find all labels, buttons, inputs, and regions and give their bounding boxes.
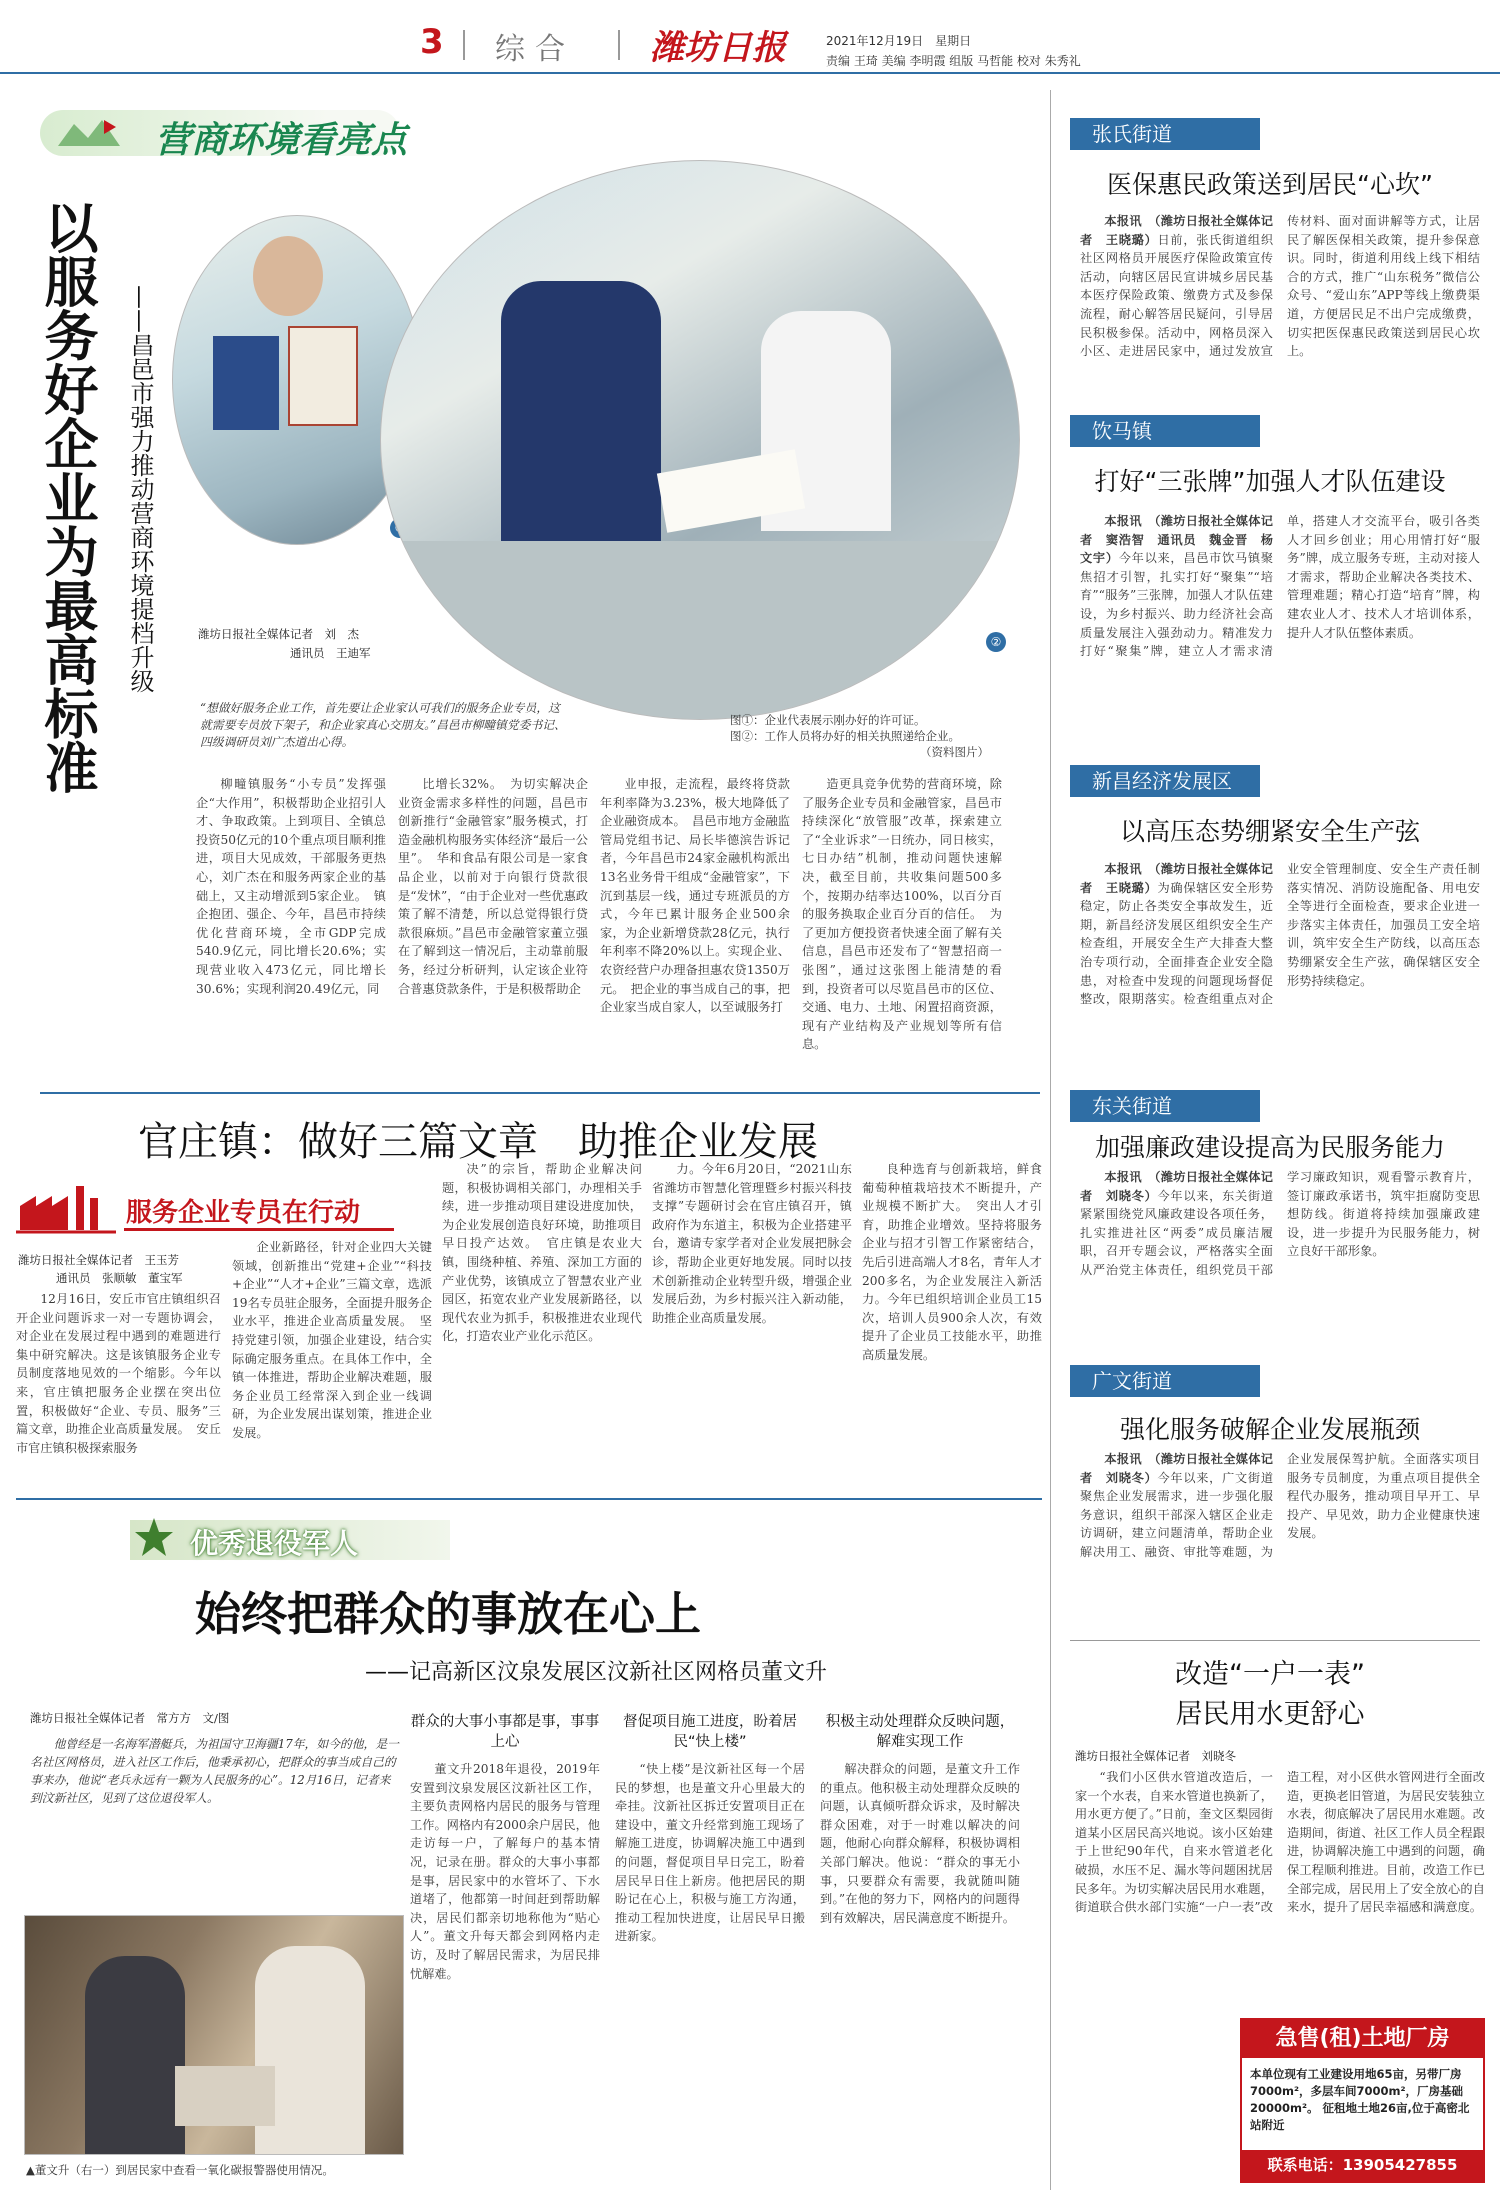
photo-badge-2: ② [986, 632, 1006, 652]
guanzhuang-col-3: 决”的宗旨，帮助企业解决问题，积极协调相关部门，办理相关手续，进一步推动项目建设进度加快，为企业发展创造良好环境，助推项目早日投产达效。 官庄镇是农业大镇，围绕种植、养殖、深加工方面的产业优势，该镇成立了智慧农业产业园区，拓宽农业产业发展新路径，以现代农业为抓手，积极推进农业现代化，打造农业产业化示范区。 [442, 1162, 642, 1344]
headline-yinma: 打好“三张牌”加强人才队伍建设 [1094, 467, 1446, 496]
veteran-col-2: “快上楼”是汶新社区每一个居民的梦想，也是董文升心里最大的牵挂。汶新社区拆迁安置项目正在建设中，董文升经常到施工现场了解施工进度，协调解决施工中遇到的问题，督促项目早日完工，盼着居民早日住上新房。他把居民的期盼记在心上，积极与施工方沟通，推动工程加快进度，让居民早日搬进新家。 [615, 1762, 805, 1944]
water-byline: 潍坊日报社全媒体记者 刘晓冬 [1075, 1749, 1236, 1763]
lead-col-3: 业申报，走流程，最终将贷款年利率降为3.23%，极大地降低了企业融资成本。 昌邑市地方金融监管局党组书记、局长毕德滨告诉记者，今年昌邑市24家金融机构派出13名业务骨干组成“金融管家”，下沉到基层一线，通过专班派员的方式，今年已累计服务企业500余家，为企业新增贷款28亿元，执行年利率不降20%以上。实现企业、农资经营户办理备担惠农贷1350万元。 把企业的事当成自己的事，把企业家当成自家人，以至诚服务打 [600, 777, 790, 1015]
ad-box [1240, 2018, 1485, 2183]
text-zhangshi: 本报讯 （潍坊日报社全媒体记者 王晓璐）日前，张氏街道组织社区网格员开展医疗保险政策宣传活动，向辖区居民宣讲城乡居民基本医疗保险政策、缴费方式及参保流程，耐心解答居民疑问，引导居民积极参保。活动中，网格员深入小区、走进居民家中，通过发放宣传材料、面对面讲解等方式，让居民了解医保相关政策，提升参保意识。同时，街道利用线上线下相结合的方式，推广“山东税务”微信公众号、“爱山东”APP等线上缴费渠道，方便居民足不出户完成缴费，切实把医保惠民政策送到居民心坎上。 [1080, 214, 1480, 359]
lead-caption-2: 图②：工作人员将办好的相关执照递给企业。 [730, 729, 960, 743]
veteran-col-head-3: 积极主动处理群众反映问题，解难实现工作 [825, 1714, 1015, 1750]
veteran-byline: 潍坊日报社全媒体记者 常方方 文/图 [30, 1711, 230, 1725]
veteran-col-3: 解决群众的问题，是董文升工作的重点。他积极主动处理群众反映的问题，认真倾听群众诉求，及时解决群众困难，对于一时难以解决的问题，他耐心向群众解释，积极协调相关部门解决。他说：“群众的事无小事，只要群众有需要，我就随叫随到。”在他的努力下，网格内的问题得到有效解决，居民满意度不断提升。 [820, 1762, 1020, 1925]
photo-1 [172, 215, 422, 545]
veteran-intro: 他曾经是一名海军潜艇兵，为祖国守卫海疆17年，如今的他，是一名社区网格员，进入社区工作后，他秉承初心，把群众的事当成自己的事来办，他说“老兵永远有一颗为人民服务的心”。12月16日，记者来到汶新社区，见到了这位退役军人。 [30, 1737, 399, 1805]
lead-col-4: 造更具竞争优势的营商环境，除了服务企业专员和金融管家，昌邑市持续深化“放管服”改革，探索建立了“全业诉求”一日统办，同日核实，七日办结”机制，推动问题快速解决，截至目前，共收集问题500多个，按期办结率达100%，以百分百的服务换取企业百分百的信任。 为了更加方便投资者快速全面了解有关信息，昌邑市还发布了“智慧招商一张图”，通过这张图上能清楚的看到，投资者可以尽览昌邑市的区位、交通、电力、土地、闲置招商资源，现有产业结构及产业规划等所有信息。 [802, 777, 1002, 1052]
lead-col-2: 比增长32%。 为切实解决企业资金需求多样性的问题，昌邑市创新推行“金融管家”服务模式，打造金融机构服务实体经济“最后一公里”。 华和食品有限公司是一家食品企业，以前对于向银行贷款很是“发怵”，“由于企业对一些优惠政策了解不清楚，所以总觉得银行贷款很麻烦。”昌邑市金融管家董立强在了解到这一情况后，主动靠前服务，经过分析研判，认定该企业符合普惠贷款条件，于是积极帮助企 [398, 777, 588, 996]
guanzhuang-byline-1: 潍坊日报社全媒体记者 王玉芳 [18, 1253, 179, 1267]
banner-business-environment [40, 104, 420, 164]
text-xinchang: 本报讯 （潍坊日报社全媒体记者 王晓璐）为确保辖区安全形势稳定，防止各类安全事故发生，近期，新昌经济发展区组织安全生产检查组，开展安全生产大排查大整治专项行动，全面排查企业安全隐患，对检查中发现的问题现场督促整改，限期落实。检查组重点对企业安全管理制度、安全生产责任制落实情况、消防设施配备、用电安全等进行全面检查，要求企业进一步落实主体责任，加强员工安全培训，筑牢安全生产防线，以高压态势绷紧安全生产弦，确保辖区安全形势持续稳定。 [1080, 862, 1480, 1007]
tag-guangwen: 广文街道 [1070, 1365, 1260, 1397]
veteran-photo [24, 1915, 404, 2155]
lead-subheadline: ——昌邑市强力推动营商环境提档升级 [126, 285, 154, 693]
lead-headline: 以服务好企业为最高标准 [36, 200, 100, 794]
veteran-col-head-1: 群众的大事小事都是事，事事上心 [410, 1714, 600, 1750]
text-guangwen: 本报讯 （潍坊日报社全媒体记者 刘晓冬）今年以来，广文街道聚焦企业发展需求，进一步强化服务意识，组织干部深入辖区企业走访调研，建立问题清单，帮助企业解决用工、融资、审批等难题，为企业发展保驾护航。全面落实项目服务专员制度，为重点项目提供全程代办服务，推动项目早开工、早投产、早见效，助力企业健康快速发展。 [1080, 1452, 1480, 1559]
tag-xinchang: 新昌经济发展区 [1070, 765, 1260, 797]
headline-dongguan: 加强廉政建设提高为民服务能力 [1094, 1133, 1445, 1162]
veteran-col-1: 董文升2018年退役，2019年安置到汶泉发展区汶新社区工作，主要负责网格内居民的服务与管理工作。网格内有2000余户居民，他走访每一户，了解每户的基本情况，记录在册。群众的大事小事都是事，居民家中的水管坏了、下水道堵了，他都第一时间赶到帮助解决，居民们都亲切地称他为“贴心人”。董文升每天都会到网格内走访，及时了解居民需求，为居民排忧解难。 [410, 1762, 600, 1981]
lead-caption-1: 图①：企业代表展示刚办好的许可证。 [730, 713, 926, 727]
paper-logo: 潍坊日报 [650, 28, 786, 68]
banner-veteran [130, 1510, 490, 1566]
guanzhuang-col-4: 力。今年6月20日，“2021山东省潍坊市智慧化管理暨乡村振兴科技支撑”专题研讨会在官庄镇召开，镇政府作为东道主，积极为企业搭建平台，邀请专家学者对企业发展把脉会诊，帮助企业更好地发展。同时以技术创新推动企业转型升级，增强企业发展后劲，为乡村振兴注入新动能，助推企业高质量发展。 [652, 1162, 852, 1325]
factory-icon [16, 1178, 116, 1234]
headline-zhangshi: 医保惠民政策送到居民“心坎” [1107, 170, 1433, 199]
guanzhuang-col-1: 12月16日，安丘市官庄镇组织召开企业问题诉求一对一专题协调会，对企业在发展过程中遇到的难题进行集中研究解决。这是该镇服务企业专员制度落地见效的一个缩影。今年以来，官庄镇把服务企业摆在突出位置，积极做好“企业、专员、服务”三篇文章，助推企业高质量发展。 安丘市官庄镇积极探索服务 [16, 1292, 221, 1455]
photo-2 [380, 160, 1020, 720]
lead-byline-2: 通讯员 王迪军 [290, 646, 371, 660]
guanzhuang-col-5: 良种选育与创新栽培，鲜食葡萄种植栽培技术不断提升，产业规模不断扩大。 突出人才引育，助推企业增效。坚持将服务企业与招才引智工作紧密结合，先后引进高端人才8名，青年人才200多名，为企业发展注入新活力。今年已组织培训企业员工15次，培训人员900余人次，有效提升了企业员工技能水平，助推高质量发展。 [862, 1162, 1042, 1362]
lead-quote: “想做好服务企业工作，首先要让企业家认可我们的服务企业专员，这就需要专员放下架子，和企业家真心交朋友。”昌邑市柳疃镇党委书记、四级调研员刘广杰道出心得。 [200, 701, 566, 749]
page-number: 3 [420, 22, 444, 62]
water-headline-1: 改造“一户一表” [1175, 1659, 1365, 1690]
water-text: “我们小区供水管道改造后，一家一个水表，自来水管道也换新了，用水更方便了。”日前，奎文区梨园街道某小区居民高兴地说。该小区始建于上世纪90年代，自来水管道老化破损，水压不足、漏水等问题困扰居民多年。为切实解决居民用水难题，街道联合供水部门实施“一户一表”改造工程，对小区供水管网进行全面改造，更换老旧管道，为居民安装独立水表，彻底解决了居民用水难题。改造期间，街道、社区工作人员全程跟进，协调解决施工中遇到的问题，确保工程顺利推进。目前，改造工作已全部完成，居民用上了安全放心的自来水，提升了居民幸福感和满意度。 [1075, 1770, 1485, 1915]
lead-col-1: 柳疃镇服务“小专员”发挥强企“大作用”，积极帮助企业招引人才、争取政策。上到项目、全镇总投资50亿元的10个重点项目顺利推进，项目大见成效，干部服务更热心，刘广杰在和服务两家企业的基础上，又主动增派到5家企业。 镇企抱团、强企、今年，昌邑市持续优化营商环境，全市GDP完成540.9亿元，同比增长20.6%；实现营业收入473亿元，同比增长30.6%；实现利润20.49亿元，同 [196, 777, 386, 996]
date-line: 2021年12月19日 星期日 [826, 34, 972, 48]
veteran-col-head-2: 督促项目施工进度，盼着居民“快上楼” [623, 1714, 797, 1750]
editors-line: 责编 王琦 美编 李明霞 组版 马哲能 校对 朱秀礼 [826, 54, 1081, 68]
guanzhuang-byline-2: 通讯员 张顺敏 董宝军 [56, 1271, 183, 1285]
banner-label: 营商环境看亮点 [155, 120, 408, 161]
masthead [0, 0, 1500, 70]
tag-dongguan: 东关街道 [1070, 1090, 1260, 1122]
lead-byline-1: 潍坊日报社全媒体记者 刘 杰 [198, 627, 359, 641]
ad-title: 急售(租)土地厂房 [1242, 2020, 1483, 2058]
guanzhuang-col-2: 企业新路径，针对企业四大关键领域，创新推出“党建+企业”“科技+企业”“人才+企业”三篇文章，选派19名专员驻企服务，全面提升服务企业水平，推进企业高质量发展。 坚持党建引领，加强企业建设，结合实际确定服务重点。在具体工作中，全镇一体推进，帮助企业解决难题，服务企业员工经常深入到企业一线调研，为企业发展出谋划策，推进企业发展。 [232, 1240, 432, 1440]
banner-label: 优秀退役军人 [190, 1527, 359, 1560]
headline-xinchang: 以高压态势绷紧安全生产弦 [1119, 817, 1420, 846]
lead-caption-3: （资料图片） [920, 745, 989, 759]
text-yinma: 本报讯 （潍坊日报社全媒体记者 窦浩智 通讯员 魏金晋 杨文宇）今年以来，昌邑市饮马镇聚焦招才引智，扎实打好“聚集”“培育”“服务”三张牌，加强人才队伍建设，为乡村振兴、助力经济社会高质量发展注入强劲动力。精准发力打好“聚集”牌，建立人才需求清单，搭建人才交流平台，吸引各类人才回乡创业；用心用情打好“服务”牌，成立服务专班，主动对接人才需求，帮助企业解决各类技术、管理难题；精心打造“培育”牌，构建农业人才、技术人才培训体系，提升人才队伍整体素质。 [1080, 514, 1480, 659]
tag-zhangshi: 张氏街道 [1070, 118, 1260, 150]
banner-label: 服务企业专员在行动 [126, 1198, 361, 1228]
headline-guangwen: 强化服务破解企业发展瓶颈 [1119, 1415, 1420, 1444]
ad-contact: 联系电话：13905427855 [1242, 2150, 1483, 2181]
veteran-headline: 始终把群众的事放在心上 [195, 1587, 701, 1641]
banner-service-specialist [16, 1178, 396, 1238]
flag-icon [54, 116, 124, 150]
star-icon [134, 1516, 174, 1560]
water-headline-2: 居民用水更舒心 [1175, 1699, 1365, 1730]
veteran-subheadline: ——记高新区汶泉发展区汶新社区网格员董文升 [365, 1660, 828, 1685]
tag-yinma: 饮马镇 [1070, 415, 1260, 447]
guanzhuang-headline: 官庄镇：做好三篇文章 助推企业发展 [138, 1119, 818, 1165]
section-name: 综合 [495, 32, 575, 67]
ad-body: 本单位现有工业建设用地65亩，另带厂房7000m²，多层车间7000m²，厂房基础20000m²。 征租地土地26亩,位于高密北站附近 [1250, 2067, 1470, 2132]
veteran-caption: ▲董文升（右一）到居民家中查看一氧化碳报警器使用情况。 [26, 2163, 334, 2177]
text-dongguan: 本报讯 （潍坊日报社全媒体记者 刘晓冬）今年以来，东关街道紧紧围绕党风廉政建设各项任务，扎实推进社区“两委”成员廉洁履职，召开专题会议，严格落实全面从严治党主体责任，组织党员干部学习廉政知识，观看警示教育片，签订廉政承诺书，筑牢拒腐防变思想防线。街道将持续加强廉政建设，进一步提升为民服务能力，树立良好干部形象。 [1080, 1170, 1480, 1277]
